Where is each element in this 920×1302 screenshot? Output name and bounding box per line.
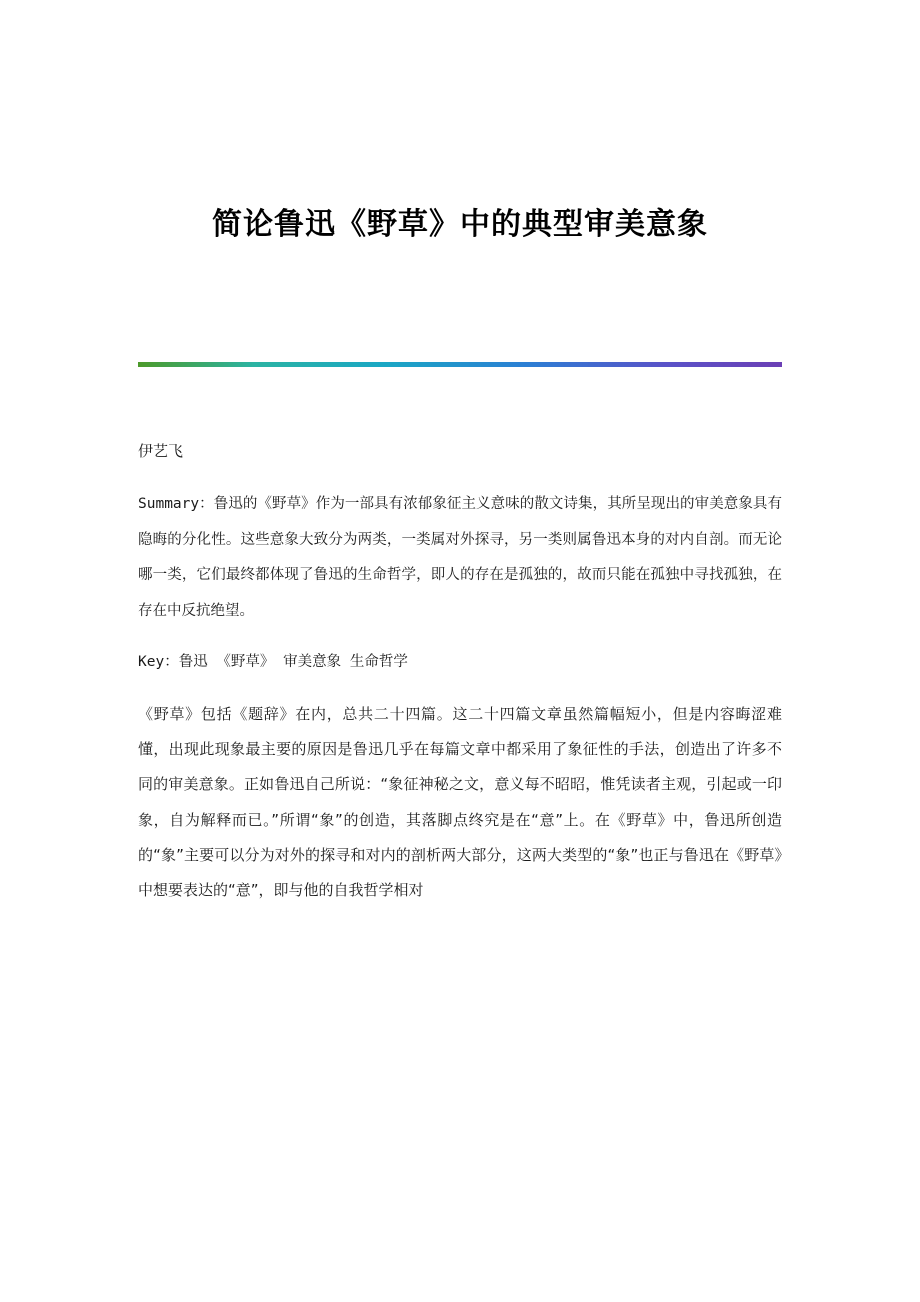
color-divider (138, 362, 782, 367)
body-paragraph-1: 《野草》包括《题辞》在内，总共二十四篇。这二十四篇文章虽然篇幅短小，但是内容晦涩难懂，出现此现象最主要的原因是鲁迅几乎在每篇文章中都采用了象征性的手法，创造出了许多不同的审美意象。正如鲁迅自己所说：“象征神秘之文，意义每不昭昭，惟凭读者主观，引起或一印象，自为解释而已。”所谓“象”的创造，其落脚点终究是在“意”上。在《野草》中，鲁迅所创造的“象”主要可以分为对外的探寻和对内的剖析两大部分，这两大类型的“象”也正与鲁迅在《野草》中想要表达的“意”，即与他的自我哲学相对 (138, 704, 782, 900)
author-name: 伊艺飞 (138, 442, 184, 460)
page-title: 简论鲁迅《野草》中的典型审美意象 (212, 207, 708, 242)
abstract-paragraph: Summary：鲁迅的《野草》作为一部具有浓郁象征主义意味的散文诗集，其所呈现出的审美意象具有隐晦的分化性。这些意象大致分为两类，一类属对外探寻，另一类则属鲁迅本身的对内自剖。而无论哪一类，它们最终都体现了鲁迅的生命哲学，即人的存在是孤独的，故而只能在孤独中寻找孤独，在存在中反抗绝望。 (138, 496, 782, 619)
keywords-paragraph: Key：鲁迅 《野草》 审美意象 生命哲学 (138, 654, 408, 671)
